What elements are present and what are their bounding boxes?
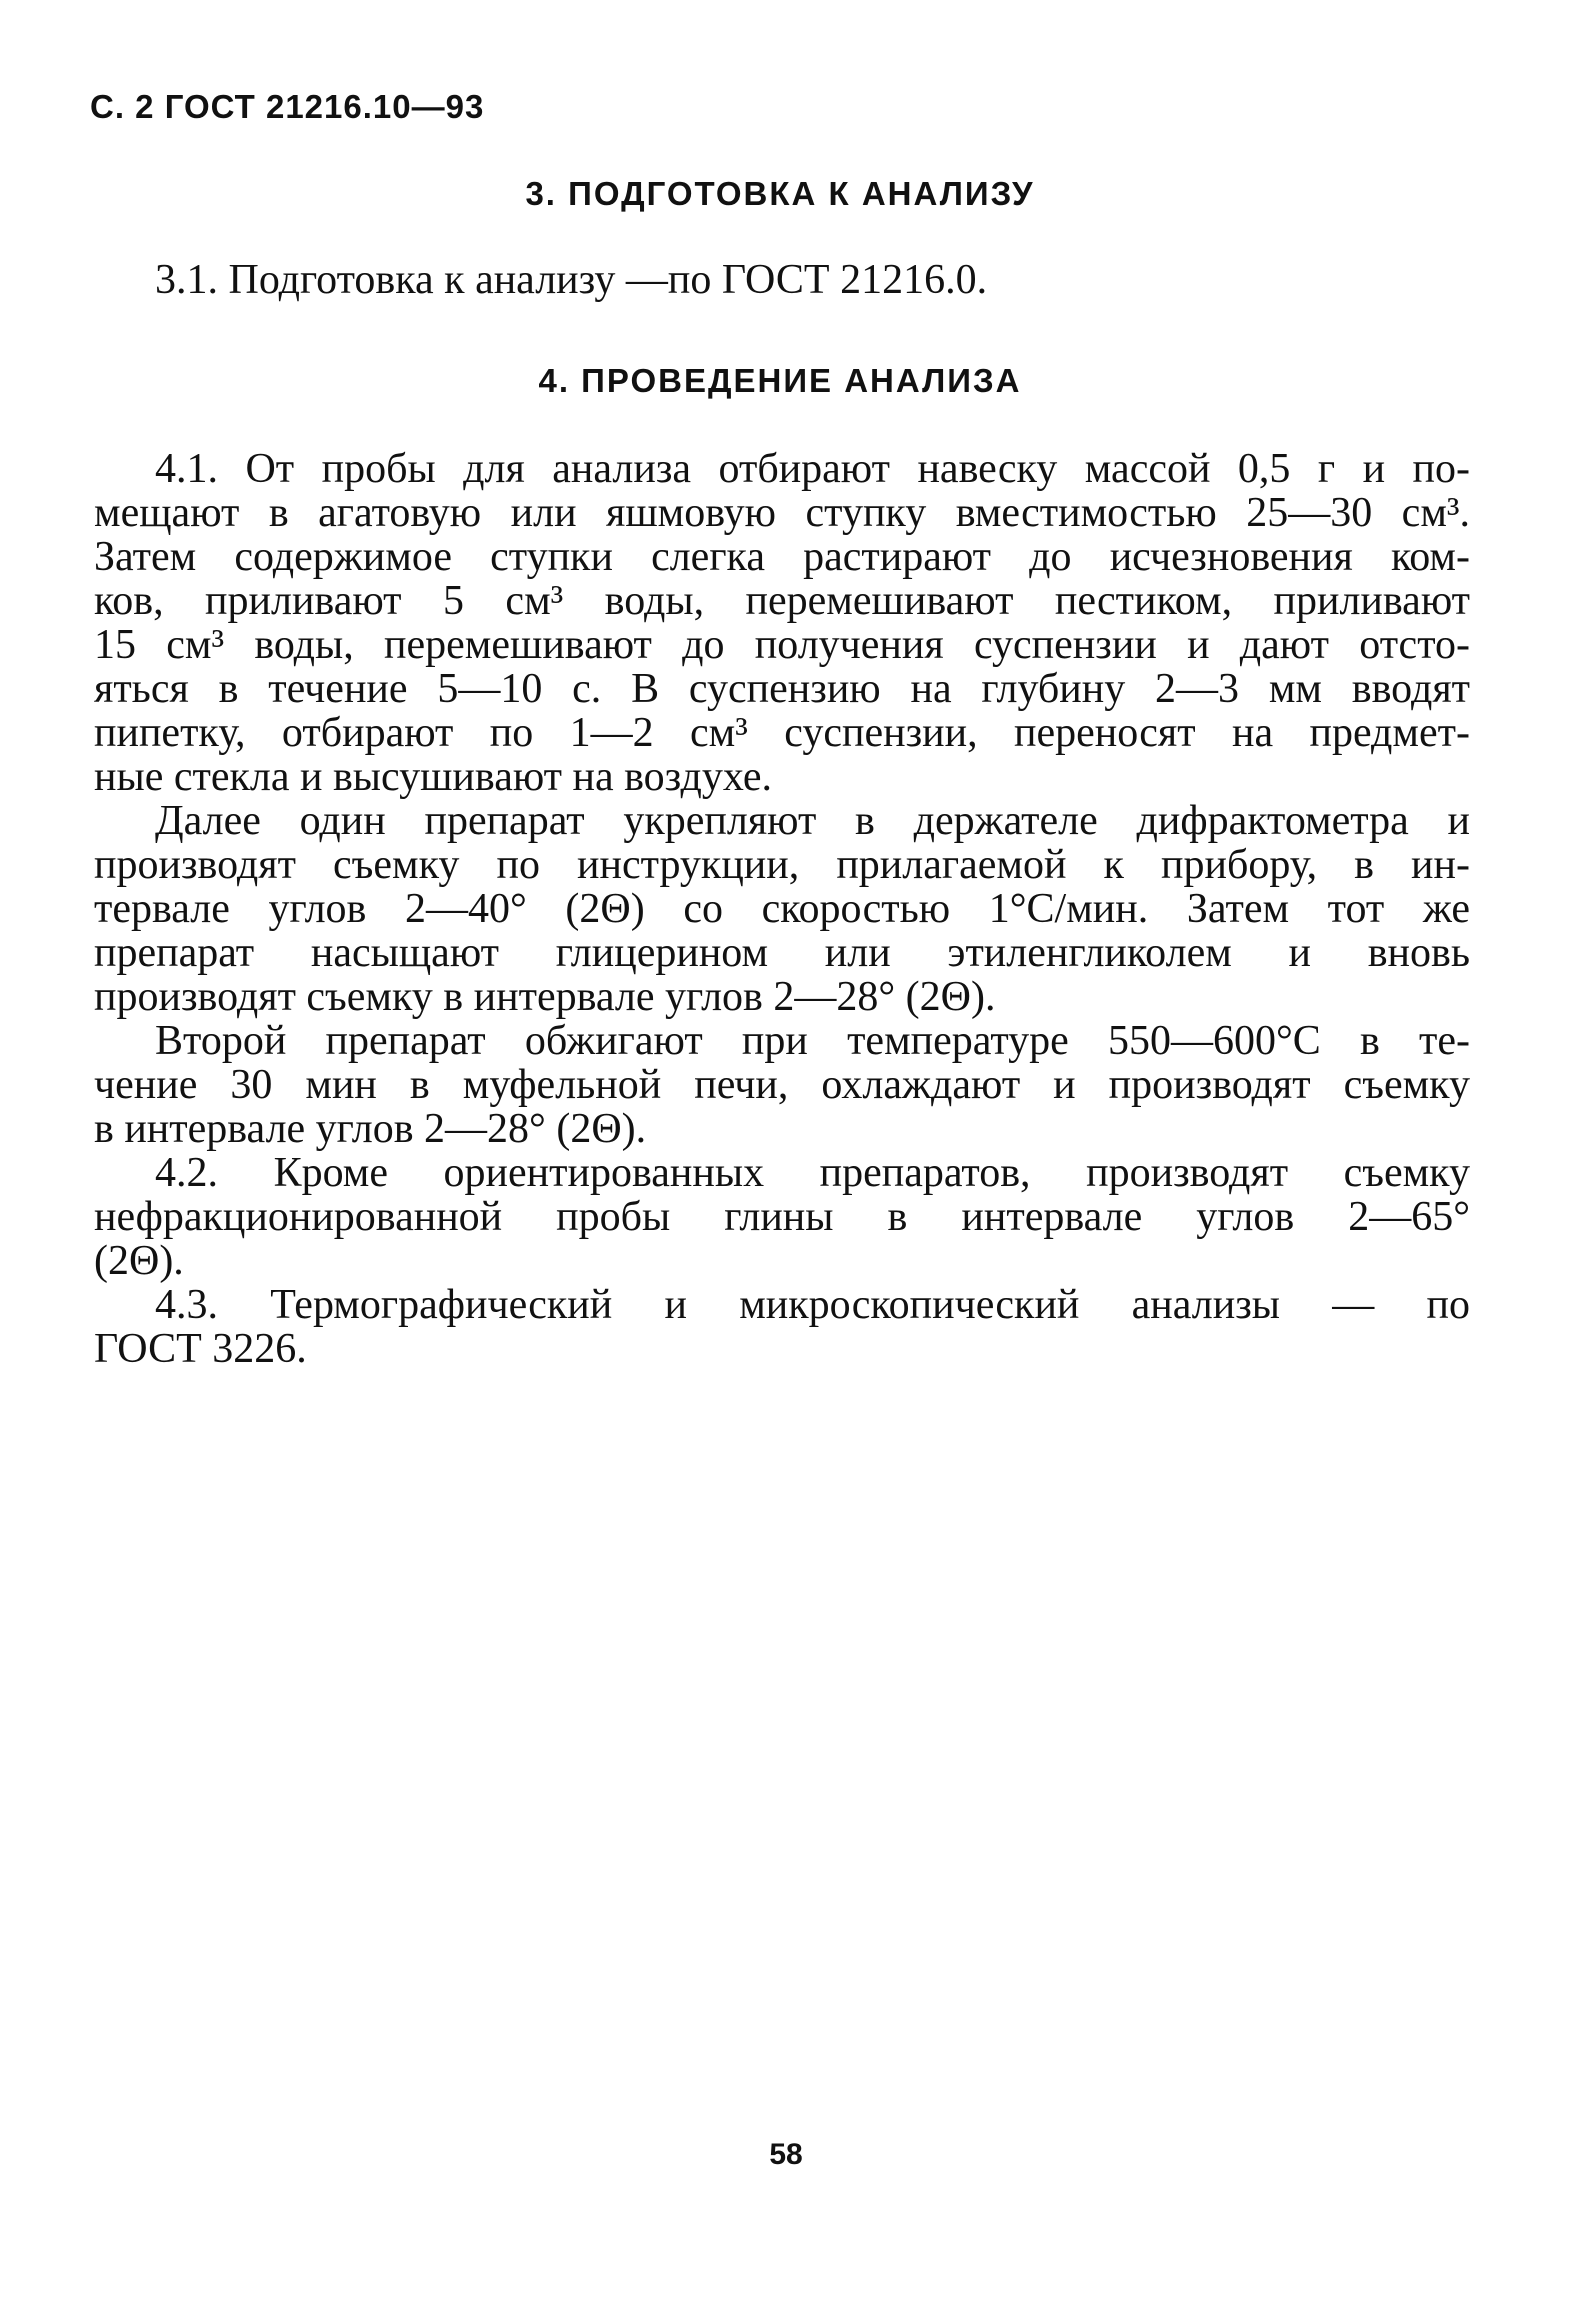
paragraph-4-3-line: ГОСТ 3226. [94, 1326, 307, 1372]
paragraph-4-1-second-line: чение 30 мин в муфельной печи, охлаждают и производят съемку [94, 1062, 1470, 1108]
paragraph-4-1-line: пипетку, отбирают по 1—2 см³ суспензии, переносят на предмет- [94, 710, 1470, 756]
paragraph-4-1-cont-line: препарат насыщают глицерином или этиленгликолем и вновь [94, 930, 1470, 976]
section-4-heading: 4. ПРОВЕДЕНИЕ АНАЛИЗА [538, 362, 1022, 399]
page-number: 58 [769, 2138, 803, 2171]
paragraph-4-1-second-line: в интервале углов 2—28° (2Θ). [94, 1106, 647, 1152]
paragraph-4-1-cont-line: Далее один препарат укрепляют в держателе дифрактометра и [155, 798, 1470, 844]
paragraph-4-2-line: нефракционированной пробы глины в интервале углов 2—65° [94, 1194, 1470, 1240]
paragraph-4-1-line: ков, приливают 5 см³ воды, перемешивают пестиком, приливают [94, 578, 1470, 624]
paragraph-4-3-line: 4.3. Термографический и микроскопический анализы — по [155, 1282, 1470, 1328]
paragraph-4-2-line: 4.2. Кроме ориентированных препаратов, производят съемку [155, 1150, 1470, 1196]
paragraph-4-1-line: яться в течение 5—10 с. В суспензию на глубину 2—3 мм вводят [94, 666, 1470, 712]
section-3-heading: 3. ПОДГОТОВКА К АНАЛИЗУ [525, 175, 1035, 212]
paragraph-3-1: 3.1. Подготовка к анализу —по ГОСТ 21216.0. [155, 257, 988, 303]
paragraph-4-1-cont-line: производят съемку по инструкции, прилагаемой к прибору, в ин- [94, 842, 1470, 888]
paragraph-4-2-line: (2Θ). [94, 1238, 184, 1284]
paragraph-4-1-line: Затем содержимое ступки слегка растирают до исчезновения ком- [94, 534, 1470, 580]
paragraph-4-1-cont-line: производят съемку в интервале углов 2—28° (2Θ). [94, 974, 996, 1020]
paragraph-4-1-line: 15 см³ воды, перемешивают до получения суспензии и дают отсто- [94, 622, 1470, 668]
paragraph-4-1-cont-line: тервале углов 2—40° (2Θ) со скоростью 1°C/мин. Затем тот же [94, 886, 1470, 932]
paragraph-4-1-line: мещают в агатовую или яшмовую ступку вместимостью 25—30 см³. [94, 490, 1470, 536]
paragraph-4-1-second-line: Второй препарат обжигают при температуре 550—600°C в те- [155, 1018, 1470, 1064]
paragraph-4-1-line: 4.1. От пробы для анализа отбирают навеску массой 0,5 г и по- [155, 446, 1470, 492]
running-head: С. 2 ГОСТ 21216.10—93 [90, 88, 485, 125]
paragraph-4-1-line: ные стекла и высушивают на воздухе. [94, 754, 772, 800]
